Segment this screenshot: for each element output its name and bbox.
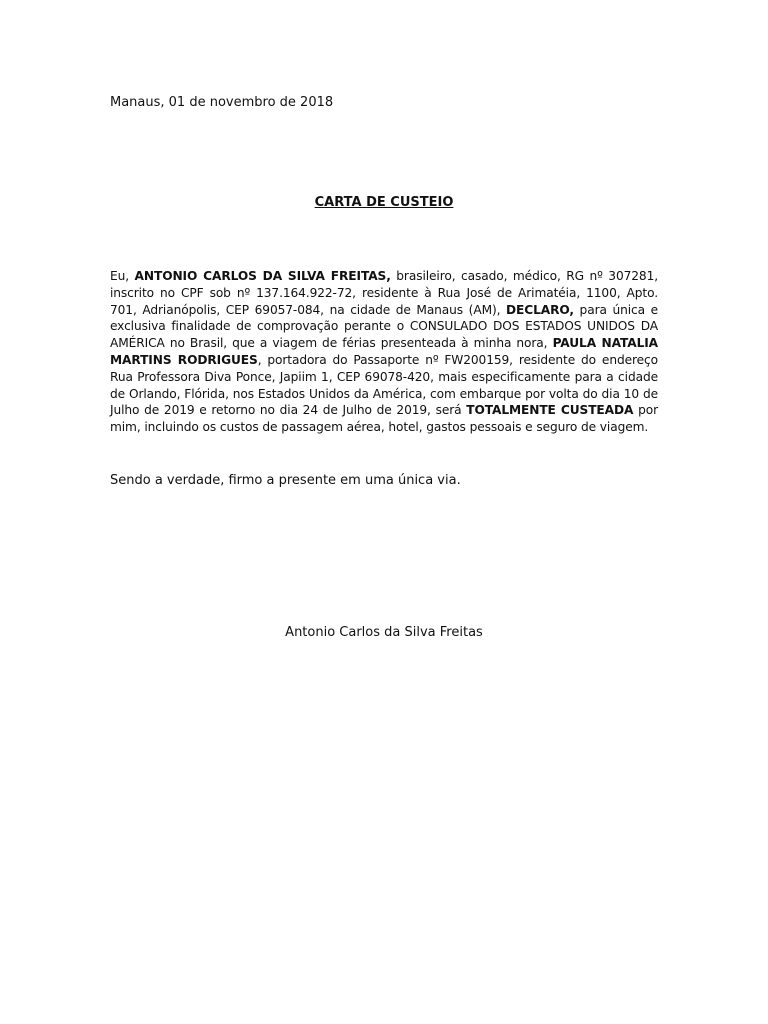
declaro-keyword: DECLARO, — [506, 302, 574, 317]
body-text-segment: por mim, incluindo os custos de passagem aérea, hotel, gastos pessoais e seguro de viagem. — [110, 403, 658, 435]
traveler-name: PAULA NATALIA MARTINS RODRIGUES — [110, 336, 659, 367]
declarant-name: ANTONIO CARLOS DA SILVA FREITAS, — [134, 269, 391, 283]
closing-statement: Sendo a verdade, firmo a presente em uma única via. — [110, 473, 461, 488]
signature-name: Antonio Carlos da Silva Freitas — [285, 625, 483, 640]
date-line: Manaus, 01 de novembro de 2018 — [110, 95, 334, 110]
body-text-segment: , portadora do Passaporte nº FW200159, residente do endereço Rua Professora Diva Ponce, Japiim 1, CEP 69078-420, mais especificamente para a cidade de Orlando, Flórida, nos Estados Unidos da América, com embarque por volta do dia 10 de Julho de 2019 e retorno no dia 24 de Julho de 2019, será — [110, 352, 658, 418]
body-text-segment: Eu, — [110, 269, 135, 283]
declaration-paragraph — [110, 268, 658, 436]
body-text-segment: para única e exclusiva finalidade de comprovação perante o CONSULADO DOS ESTADOS UNIDOS DA AMÉRICA no Brasil, que a viagem de férias presenteada à minha nora, — [110, 302, 658, 351]
totalmente-custeada-keyword: TOTALMENTE CUSTEADA — [466, 403, 634, 418]
body-text-segment: brasileiro, casado, médico, RG nº 307281, inscrito no CPF sob nº 137.164.922-72, residente à Rua José de Arimatéia, 1100, Apto. 701, Adrianópolis, CEP 69057-084, na cidade de Manaus (AM), — [110, 269, 658, 317]
document-title: CARTA DE CUSTEIO — [314, 195, 454, 210]
